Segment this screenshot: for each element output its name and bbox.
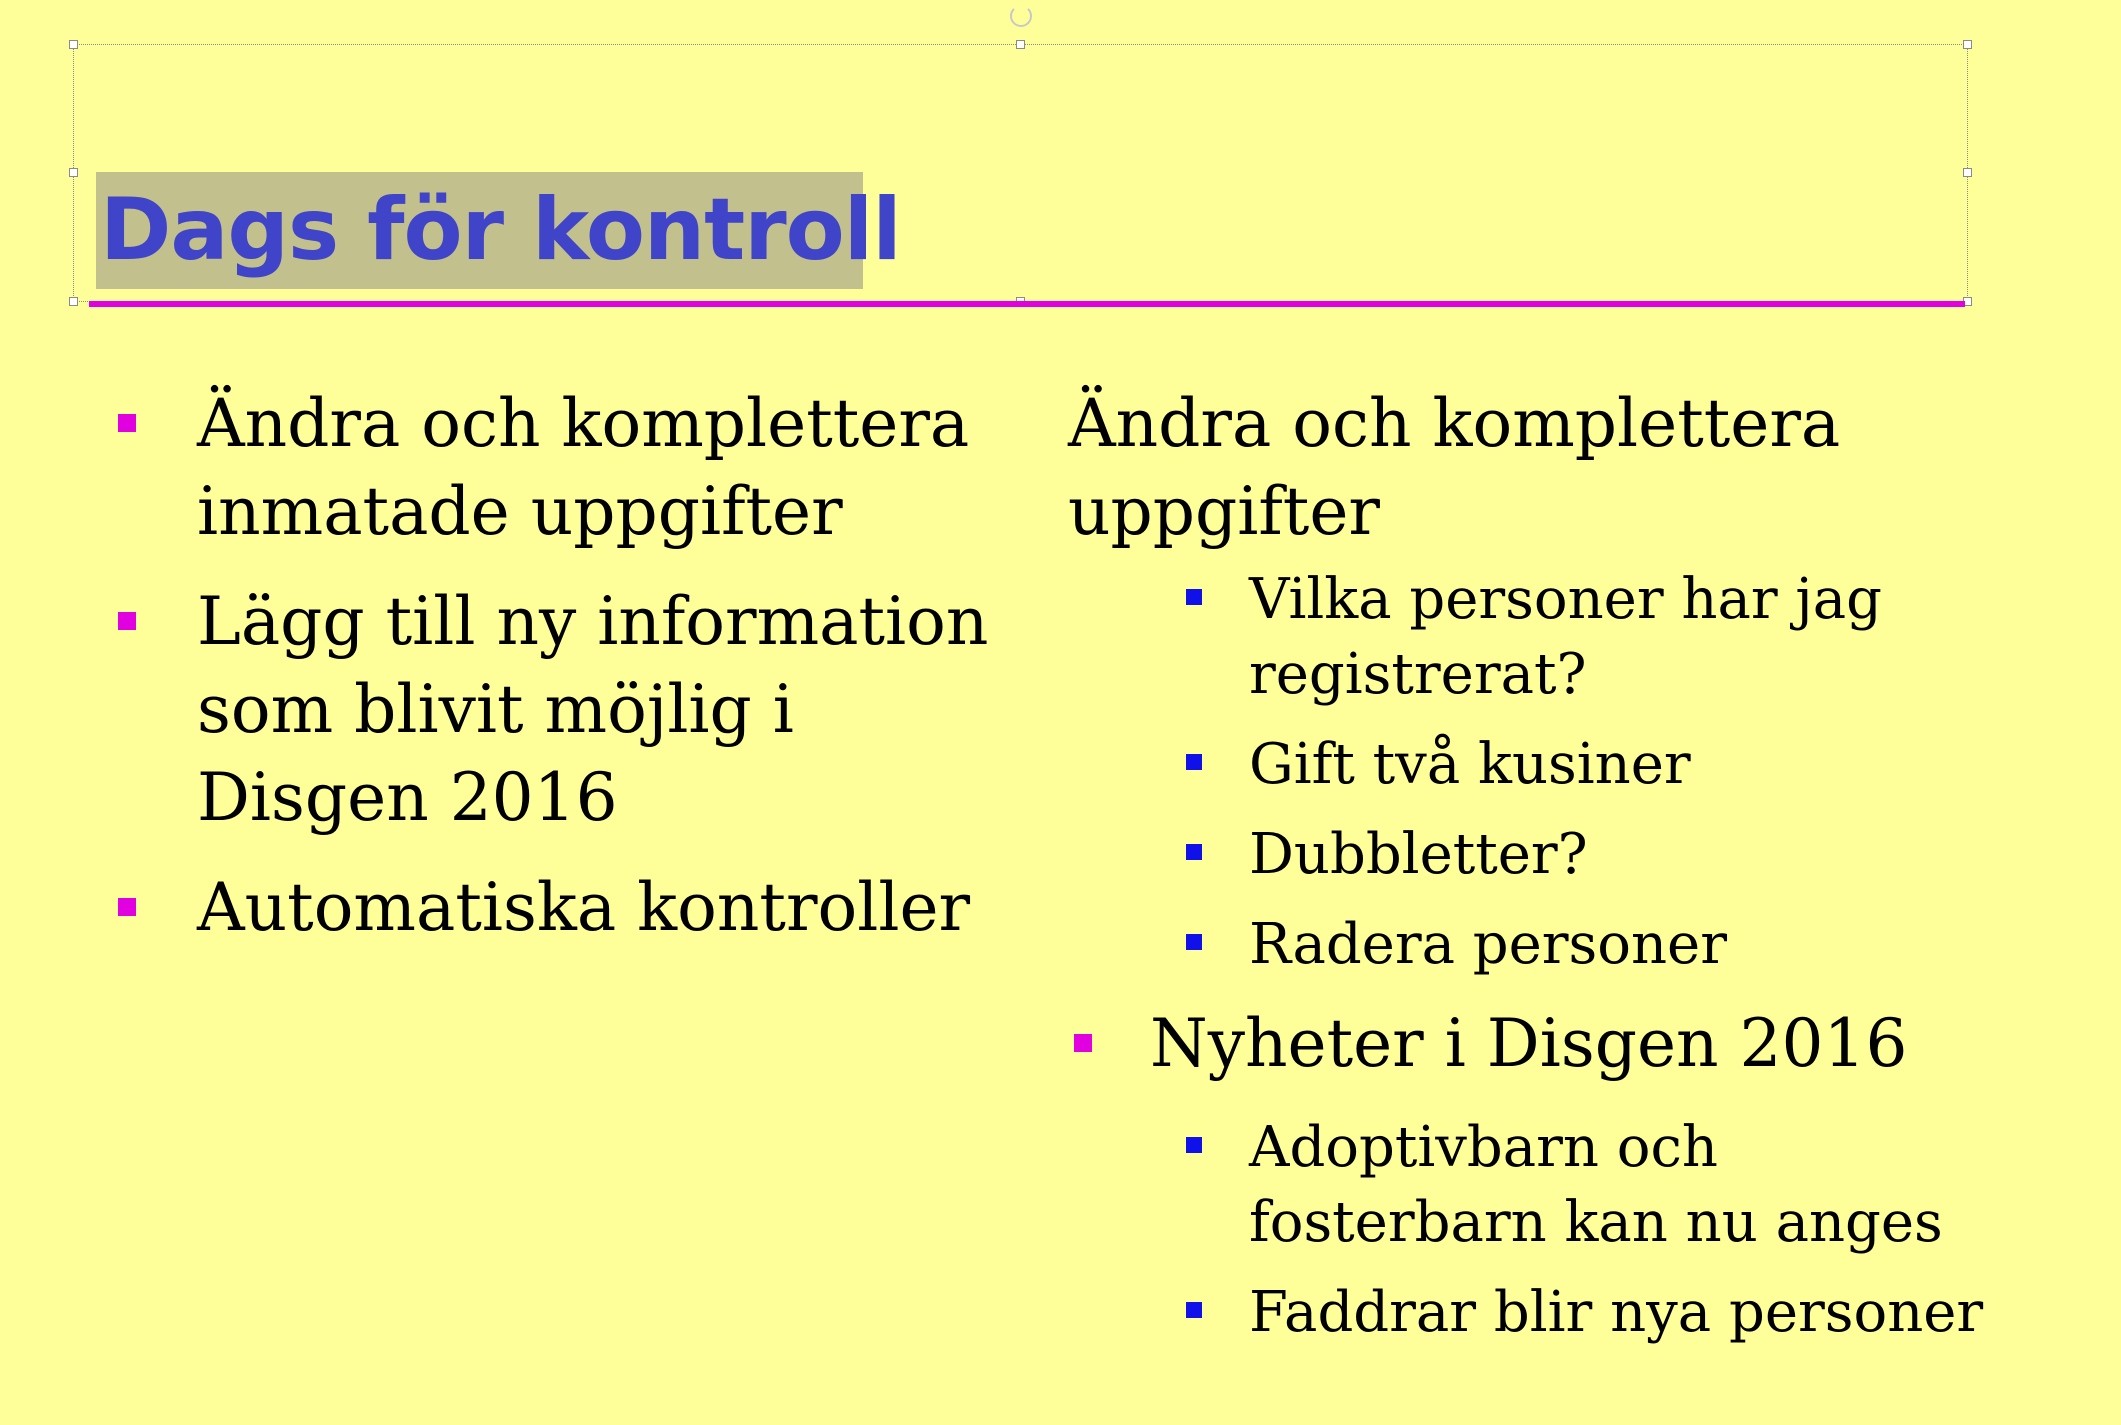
square-bullet-icon xyxy=(118,612,136,630)
square-bullet-icon xyxy=(1186,1302,1202,1318)
list-item-line: som blivit möjlig i xyxy=(197,671,794,748)
square-bullet-icon xyxy=(118,898,136,916)
square-bullet-icon xyxy=(1186,934,1202,950)
left-content-placeholder[interactable] xyxy=(115,380,1015,974)
right-heading-line: Ändra och komplettera xyxy=(1068,385,1841,462)
right-content-placeholder[interactable] xyxy=(1068,380,2108,1368)
square-bullet-icon xyxy=(1186,1137,1202,1153)
resize-handle-top-left[interactable] xyxy=(69,40,78,49)
rotate-handle-icon[interactable] xyxy=(1010,5,1032,27)
list-item-line: Lägg till ny information xyxy=(197,583,989,660)
slide-title[interactable]: Dags för kontroll xyxy=(100,180,901,280)
heading-sub-list xyxy=(1183,562,2108,982)
square-bullet-icon xyxy=(1186,844,1202,860)
list-item-line: registrerat? xyxy=(1249,642,1587,707)
list-item-line: fosterbarn kan nu anges xyxy=(1249,1190,1943,1255)
list-item-line: Dubbletter? xyxy=(1249,822,1588,887)
resize-handle-top-right[interactable] xyxy=(1963,40,1972,49)
list-item-line: inmatade uppgifter xyxy=(197,473,843,550)
right-bullet-list xyxy=(1068,1000,2108,1088)
list-item-line: Radera personer xyxy=(1249,912,1727,977)
list-item-line: Gift två kusiner xyxy=(1249,732,1691,797)
right-heading-line: uppgifter xyxy=(1068,473,1380,550)
resize-handle-bottom-left[interactable] xyxy=(69,297,78,306)
left-bullet-list xyxy=(115,380,1015,952)
list-item-line: Vilka personer har jag xyxy=(1249,567,1883,632)
list-item xyxy=(1183,727,2108,802)
list-item xyxy=(1068,1000,2108,1088)
square-bullet-icon xyxy=(1186,589,1202,605)
list-item xyxy=(1183,1275,2108,1350)
resize-handle-top[interactable] xyxy=(1016,40,1025,49)
list-item-line: Ändra och komplettera xyxy=(197,385,970,462)
square-bullet-icon xyxy=(118,414,136,432)
list-item xyxy=(1183,817,2108,892)
list-item-line: Automatiska kontroller xyxy=(197,869,971,946)
square-bullet-icon xyxy=(1074,1034,1092,1052)
right-heading xyxy=(1068,380,2108,556)
list-item xyxy=(1183,562,2108,712)
list-item-line: Adoptivbarn och xyxy=(1249,1115,1718,1180)
section-sub-list xyxy=(1183,1110,2108,1350)
square-bullet-icon xyxy=(1186,754,1202,770)
list-item xyxy=(115,864,1015,952)
resize-handle-right[interactable] xyxy=(1963,168,1972,177)
list-item-line: Faddrar blir nya personer xyxy=(1249,1280,1984,1345)
resize-handle-left[interactable] xyxy=(69,168,78,177)
list-item xyxy=(115,380,1015,556)
list-item-line: Disgen 2016 xyxy=(197,759,618,836)
list-item xyxy=(115,578,1015,842)
list-item-line: Nyheter i Disgen 2016 xyxy=(1150,1005,1908,1082)
title-underline-rule xyxy=(89,301,1965,307)
list-item xyxy=(1183,907,2108,982)
list-item xyxy=(1183,1110,2108,1260)
